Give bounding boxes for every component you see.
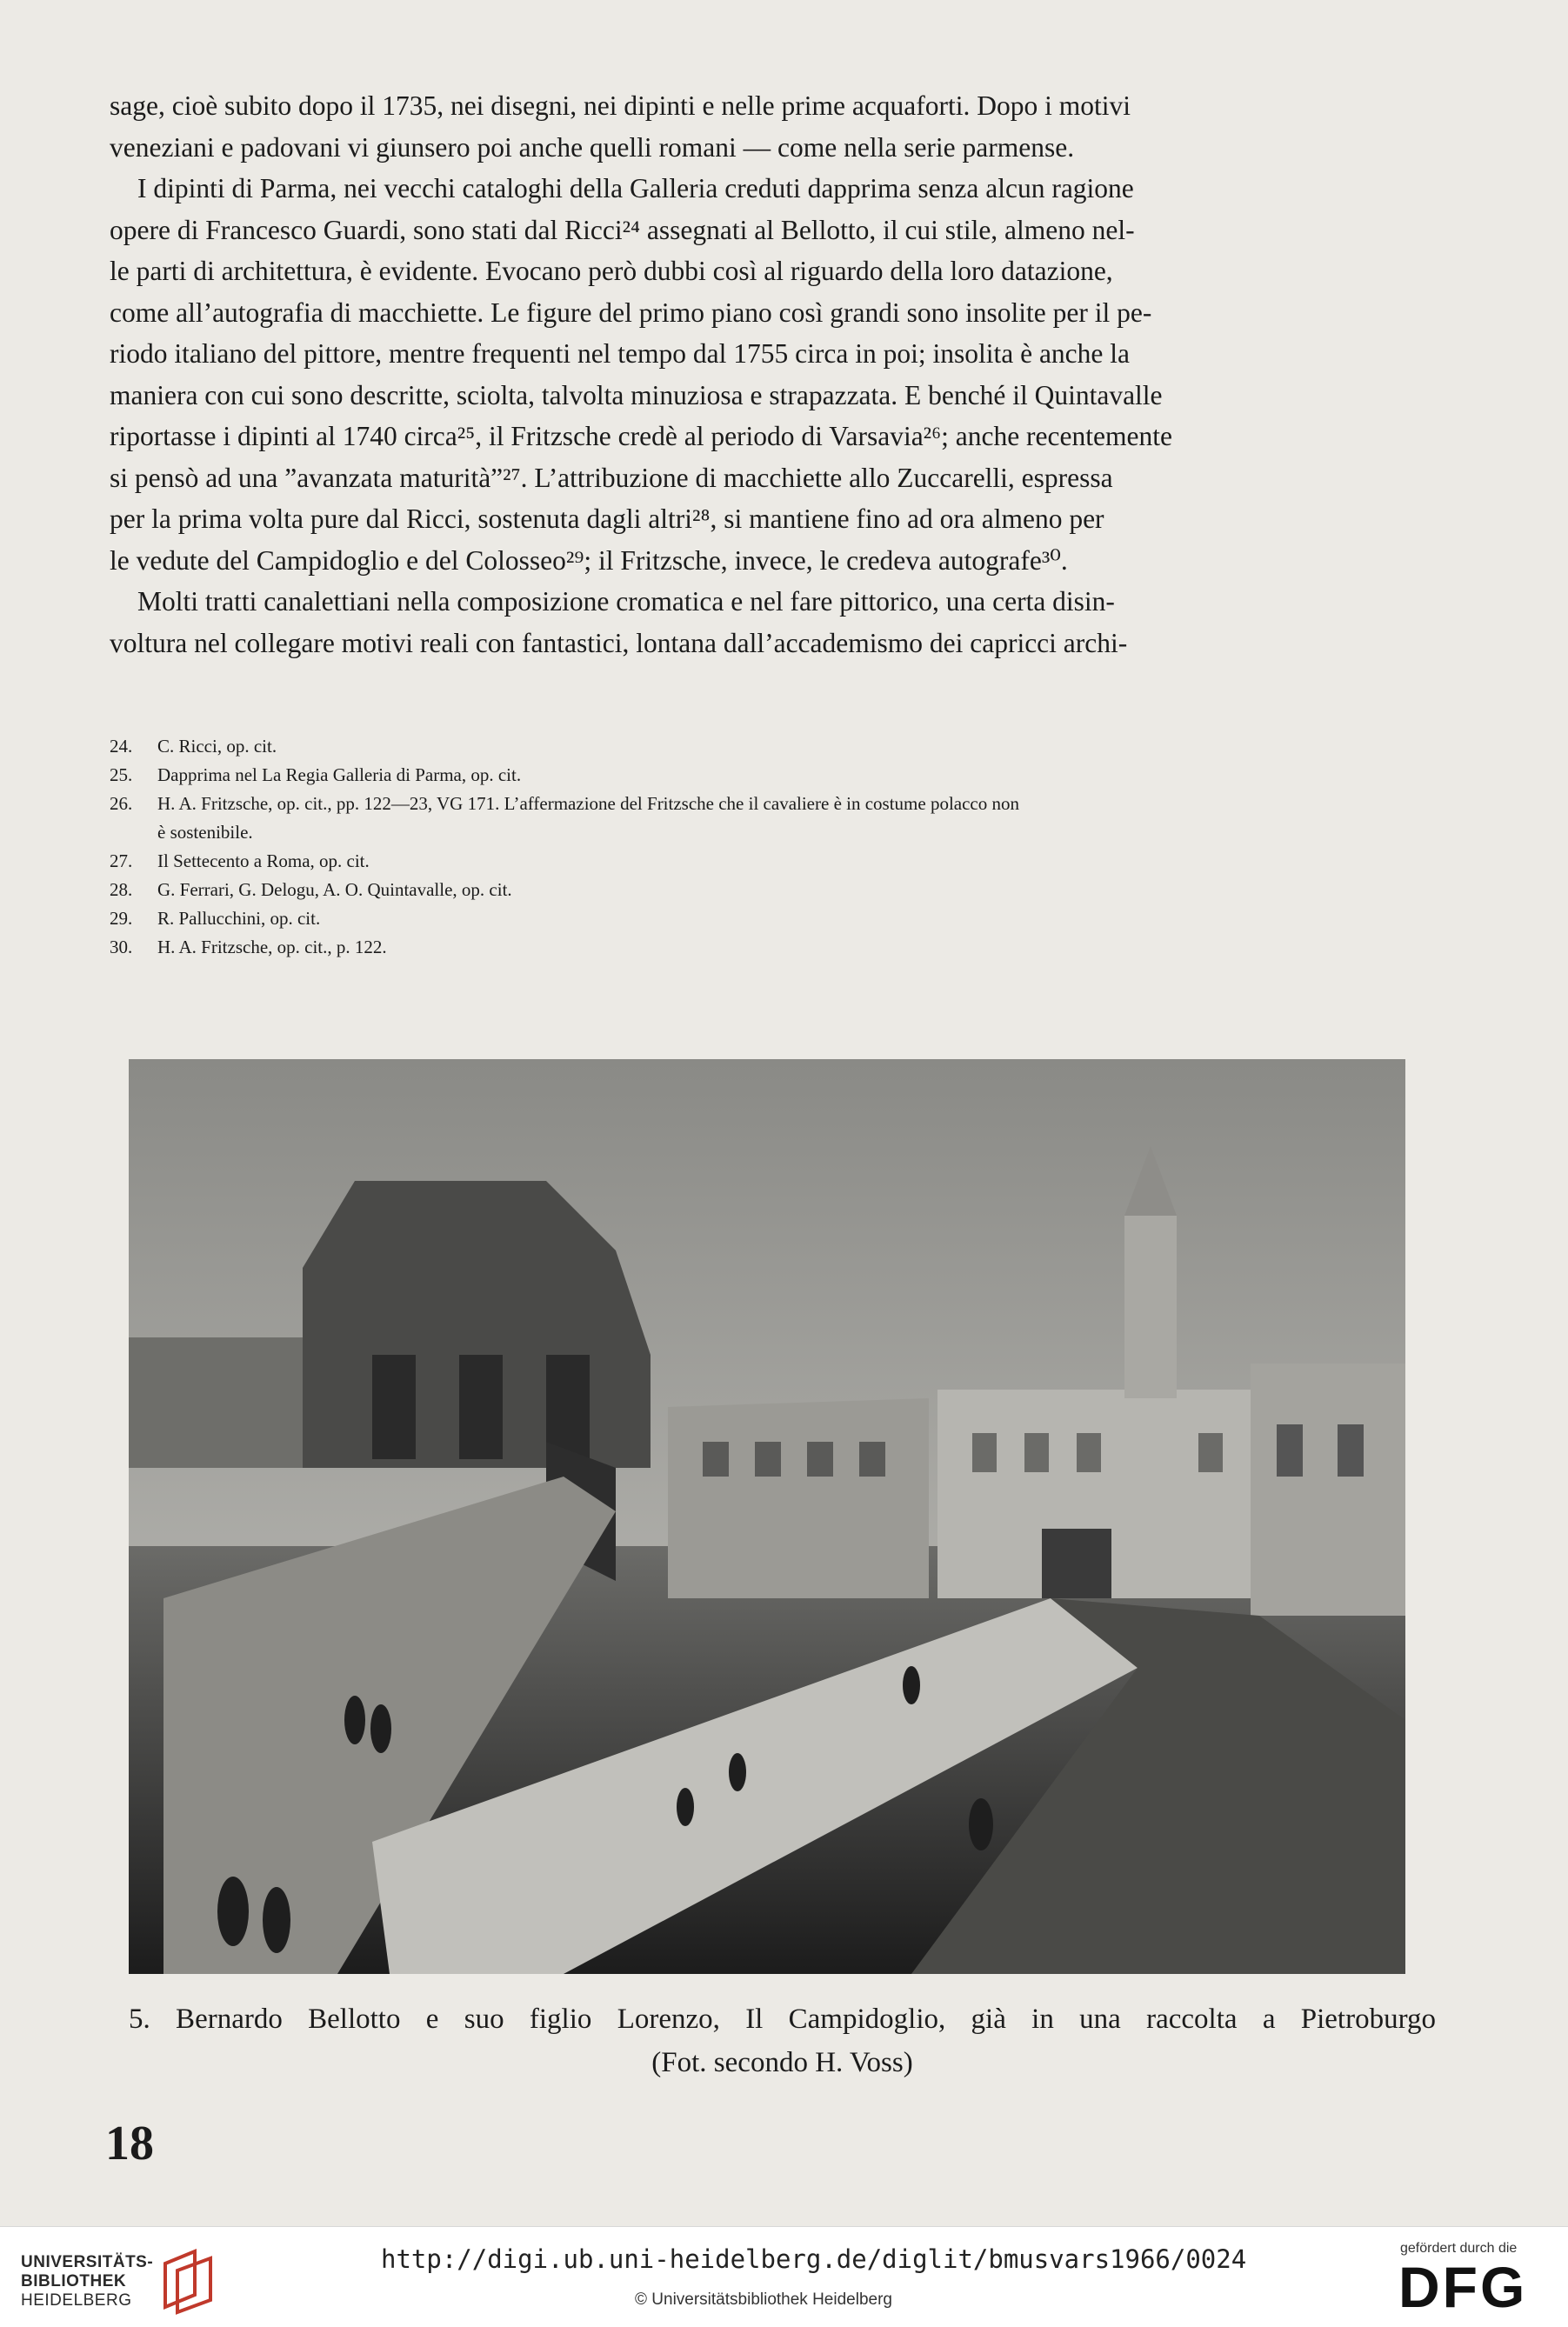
funding-label: gefördert durch die <box>1400 2241 1518 2256</box>
footnote-text: G. Ferrari, G. Delogu, A. O. Quintavalle, op. cit. <box>157 879 512 900</box>
library-name-line: HEIDELBERG <box>21 2291 132 2310</box>
paragraph-2 <box>110 168 1444 581</box>
footnote-27 <box>110 847 1444 876</box>
text-line: sage, cioè subito dopo il 1735, nei disegni, nei dipinti e nelle prime acquaforti. Dopo i motivi <box>110 90 1131 121</box>
footnote-29 <box>110 904 1444 933</box>
palazzo-conservatori <box>1251 1364 1405 1616</box>
footnote-text: H. A. Fritzsche, op. cit., p. 122. <box>157 937 387 957</box>
viewer-footer <box>0 2226 1568 2327</box>
text-line: le parti di architettura, è evidente. Evocano però dubbi così al riguardo della loro datazione, <box>110 256 1113 286</box>
library-name-line: BIBLIOTHEK <box>21 2272 127 2290</box>
footnote-text: Dapprima nel La Regia Galleria di Parma, op. cit. <box>157 764 522 785</box>
footnote-25 <box>110 761 1444 790</box>
footnote-text: C. Ricci, op. cit. <box>157 736 277 757</box>
footnote-number: 25. <box>110 764 133 785</box>
footnote-text: R. Pallucchini, op. cit. <box>157 908 321 929</box>
copyright-text: © Universitätsbibliothek Heidelberg <box>635 2290 892 2309</box>
text-line: voltura nel collegare motivi reali con fantastici, lontana dall’accademismo dei capricci archi- <box>110 627 1128 658</box>
text-line: I dipinti di Parma, nei vecchi cataloghi della Galleria creduti dapprima senza alcun ragione <box>137 173 1134 203</box>
footnote-number: 24. <box>110 736 133 757</box>
paragraph-1 <box>110 85 1444 168</box>
text-line: riodo italiano del pittore, mentre frequenti nel tempo dal 1755 circa in poi; insolita è anche la <box>110 338 1130 369</box>
caption-credit: (Fot. secondo H. Voss) <box>651 2047 913 2078</box>
painting-illustration <box>129 1059 1405 1974</box>
text-line: riportasse i dipinti al 1740 circa²⁵, il Fritzsche credè al periodo di Varsavia²⁶; anche recentemente <box>110 421 1172 451</box>
paragraph-3 <box>110 581 1444 663</box>
text-line: come all’autografia di macchiette. Le figure del primo piano così grandi sono insolite per il pe- <box>110 297 1152 328</box>
permalink-url[interactable]: http://digi.ub.uni-heidelberg.de/diglit/bmusvars1966/0024 <box>381 2244 1247 2274</box>
footnote-number: 27. <box>110 850 133 871</box>
text-line: per la prima volta pure dal Ricci, sostenuta dagli altri²⁸, si mantiene fino ad ora almeno per <box>110 503 1104 534</box>
footnote-number: 29. <box>110 908 133 929</box>
body-text <box>110 85 1444 663</box>
footnote-text: Il Settecento a Roma, op. cit. <box>157 850 370 871</box>
footnote-number: 26. <box>110 793 133 814</box>
footnote-30 <box>110 933 1444 962</box>
text-line: si pensò ad una ”avanzata maturità”²⁷. L’attribuzione di macchiette allo Zuccarelli, espressa <box>110 462 1113 493</box>
text-line: Molti tratti canalettiani nella composizione cromatica e nel fare pittorico, una certa disin- <box>137 586 1115 617</box>
library-logo-icon <box>160 2246 217 2316</box>
footnote-24 <box>110 732 1444 761</box>
footnotes <box>110 732 1444 962</box>
footnote-number: 30. <box>110 937 133 957</box>
footnote-26 <box>110 790 1444 818</box>
text-line: maniera con cui sono descritte, sciolta, talvolta minuziosa e strapazzata. E benché il Quintavalle <box>110 379 1163 410</box>
left-buildings <box>129 1337 303 1468</box>
figure-painting <box>129 1059 1405 1974</box>
text-line: veneziani e padovani vi giunsero poi anche quelli romani — come nella serie parmense. <box>110 131 1075 163</box>
statue-marcus-aurelius <box>1042 1529 1111 1598</box>
palazzo-nuovo <box>668 1398 929 1598</box>
page-number: 18 <box>105 2117 154 2170</box>
caption-title: 5. Bernardo Bellotto e suo figlio Lorenzo, Il Campidoglio, già in una raccolta a Pietroburgo <box>129 2004 1436 2035</box>
library-name <box>21 2253 153 2310</box>
library-name-line: UNIVERSITÄTS- <box>21 2253 154 2271</box>
footnote-28 <box>110 876 1444 904</box>
dfg-logo: DFG <box>1398 2255 1528 2319</box>
footnote-number: 28. <box>110 879 133 900</box>
text-line: le vedute del Campidoglio e del Colosseo²⁹; il Fritzsche, invece, le credeva autografe³⁰. <box>110 544 1068 576</box>
footnote-text: H. A. Fritzsche, op. cit., pp. 122—23, VG 171. L’affermazione del Fritzsche che il cavaliere è in costume polacco non <box>157 793 1019 814</box>
footnote-26-continuation: è sostenibile. <box>157 822 253 843</box>
figure-caption <box>129 1997 1436 2084</box>
text-line: opere di Francesco Guardi, sono stati dal Ricci²⁴ assegnati al Bellotto, il cui stile, almeno nel- <box>110 214 1135 245</box>
